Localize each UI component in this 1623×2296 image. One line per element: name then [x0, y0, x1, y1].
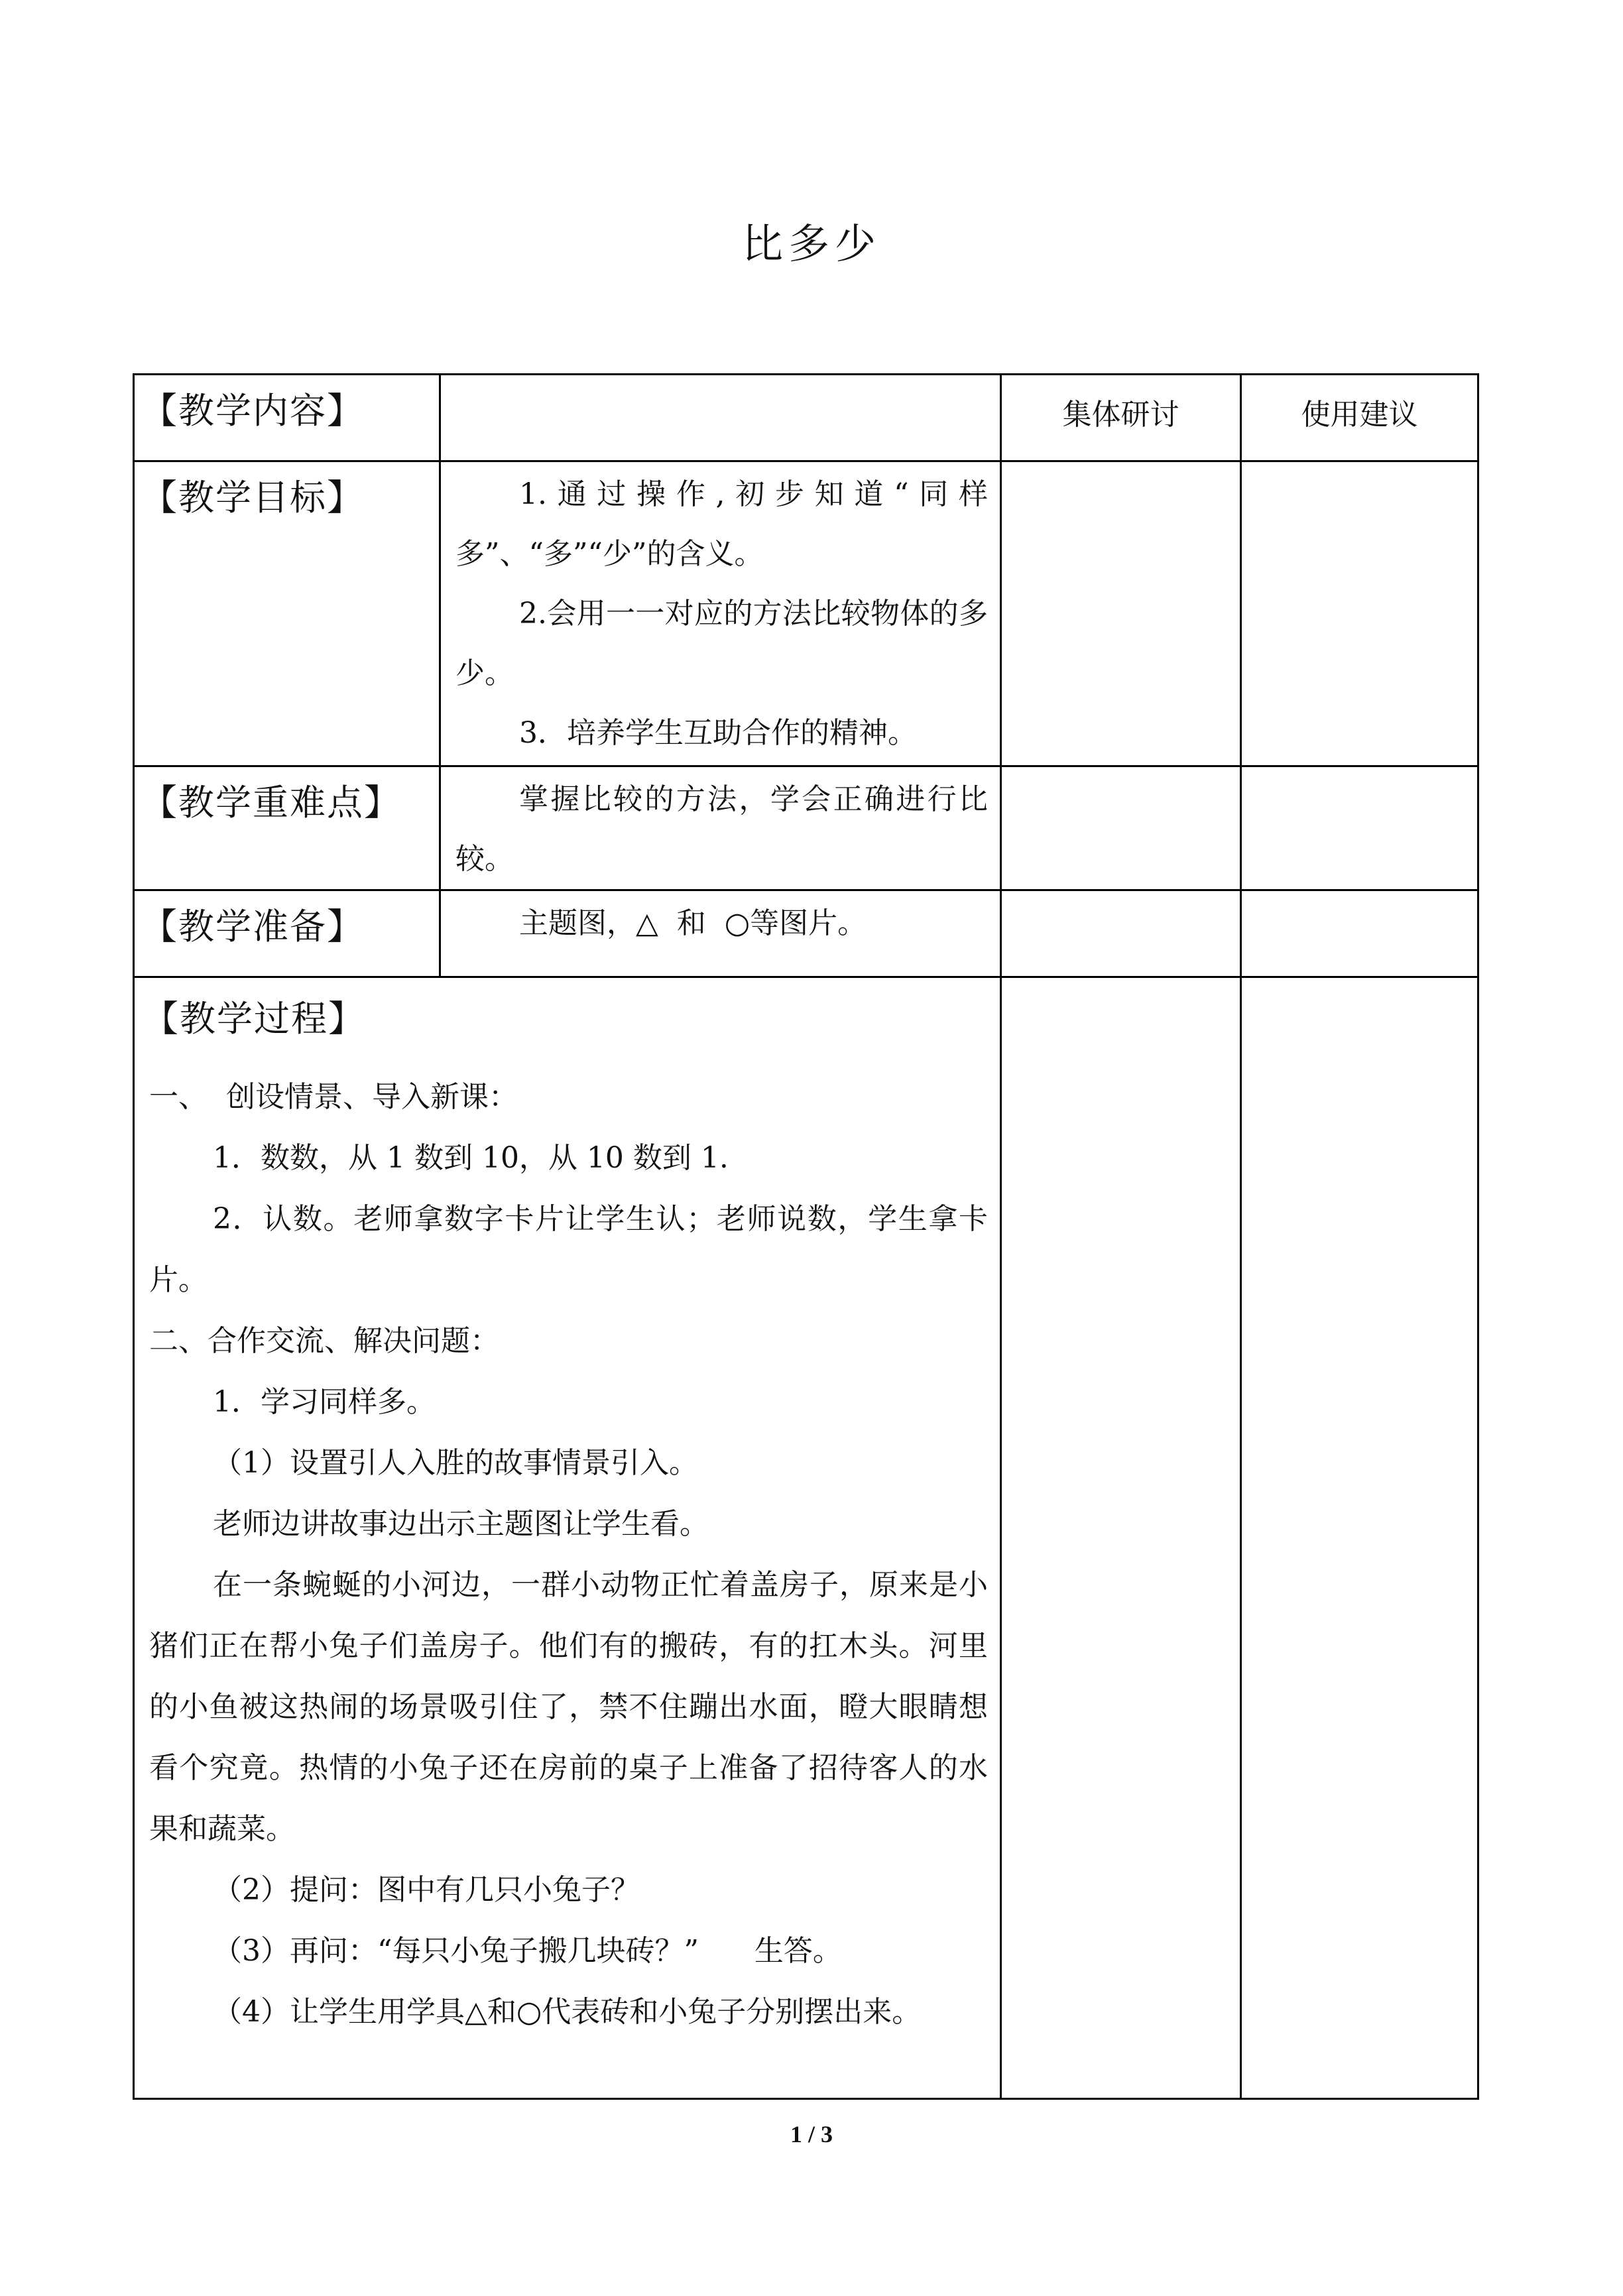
section2-item: （4）让学生用学具△和○代表砖和小兔子分别摆出来。 [213, 1995, 922, 2029]
prep-text-wrap [441, 891, 1000, 953]
key-label: 【教学重难点】 [141, 782, 401, 823]
key-group-cell [1001, 766, 1241, 890]
section2-item: 1．学习同样多。 [213, 1385, 436, 1419]
goals-value-cell [440, 461, 1001, 766]
group-discussion-header: 集体研讨 [1062, 398, 1179, 432]
key-suggest-cell [1241, 766, 1478, 890]
prep-label: 【教学准备】 [141, 906, 364, 947]
goal-item: 2.会用一一对应的方法比较物体的多少。 [455, 597, 988, 690]
key-value-cell [440, 766, 1001, 890]
content-value-cell [440, 375, 1001, 461]
process-label: 【教学过程】 [143, 998, 365, 1040]
section2-item: 老师边讲故事边出示主题图让学生看。 [213, 1507, 709, 1541]
section1-item: 1．数数，从 1 数到 10，从 10 数到 1. [213, 1141, 729, 1175]
process-text [135, 978, 1000, 2043]
row-content [134, 375, 1478, 461]
prep-suggest-cell [1241, 890, 1478, 977]
prep-label-cell [134, 890, 440, 977]
usage-suggestion-header: 使用建议 [1301, 398, 1418, 432]
goal-item: 1.通过操作,初步知道“同样多”、“多”“少”的含义。 [455, 477, 988, 571]
content-label-cell [134, 375, 440, 461]
section2-item: （2）提问：图中有几只小兔子？ [213, 1873, 640, 1907]
section2-heading: 二、合作交流、解决问题： [149, 1324, 499, 1358]
section1-heading: 一、 创设情景、导入新课： [149, 1080, 518, 1114]
lesson-plan-table [133, 373, 1479, 2100]
row-process [134, 977, 1478, 2099]
section2-item: （1）设置引人入胜的故事情景引入。 [213, 1446, 698, 1480]
goals-suggest-cell [1241, 461, 1478, 766]
process-suggest-cell [1241, 977, 1478, 2099]
document-title: 比多少 [741, 219, 881, 268]
prep-text: 主题图，△ 和 ○等图片。 [519, 906, 867, 940]
key-label-cell [134, 766, 440, 890]
row-goals [134, 461, 1478, 766]
prep-value-cell [440, 890, 1001, 977]
goals-label: 【教学目标】 [141, 477, 364, 518]
row-key-points [134, 766, 1478, 890]
section2-item: （3）再问：“每只小兔子搬几块砖？” 生答。 [213, 1934, 842, 1968]
goal-item: 3．培养学生互助合作的精神。 [519, 716, 917, 750]
suggest-header-cell [1241, 375, 1478, 461]
process-cell [134, 977, 1001, 2099]
row-preparation [134, 890, 1478, 977]
section2-story: 在一条蜿蜒的小河边，一群小动物正忙着盖房子，原来是小猪们正在帮小兔子们盖房子。他们有的搬砖，有的扛木头。河里的小鱼被这热闹的场景吸引住了，禁不住蹦出水面，瞪大眼睛想看个究竟。热情的小兔子还在房前的桌子上准备了招待客人的水果和蔬菜。 [149, 1568, 988, 1846]
goals-text [441, 462, 1000, 763]
process-group-cell [1001, 977, 1241, 2099]
key-text: 掌握比较的方法，学会正确进行比较。 [455, 782, 988, 876]
content-label: 【教学内容】 [141, 390, 364, 432]
goals-group-cell [1001, 461, 1241, 766]
goals-label-cell [134, 461, 440, 766]
page-number: 1 / 3 [790, 2121, 833, 2147]
prep-group-cell [1001, 890, 1241, 977]
key-text-wrap [441, 767, 1000, 889]
section1-item: 2．认数。老师拿数字卡片让学生认；老师说数，学生拿卡片。 [149, 1202, 988, 1297]
group-header-cell [1001, 375, 1241, 461]
